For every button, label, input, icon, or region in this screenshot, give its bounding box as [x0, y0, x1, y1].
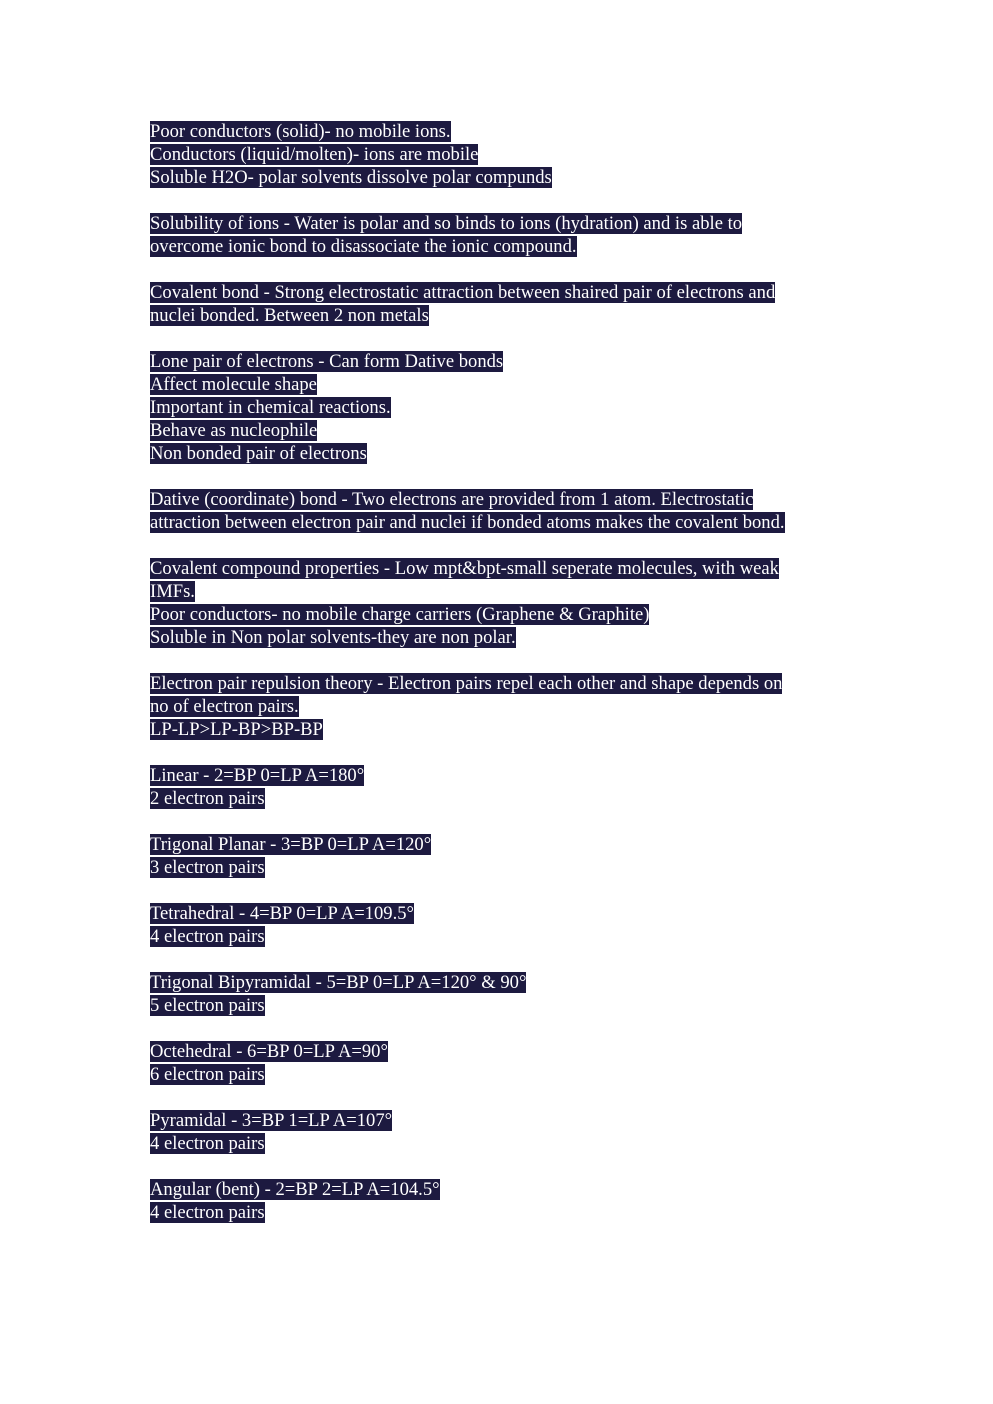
text-line: Pyramidal - 3=BP 1=LP A=107°	[150, 1110, 393, 1131]
text-line: 4 electron pairs	[150, 1133, 265, 1154]
paragraph-tetrahedral	[150, 902, 850, 948]
text-line: IMFs.	[150, 581, 195, 602]
paragraph-lone-pair	[150, 350, 850, 465]
text-line: Covalent bond - Strong electrostatic attraction between shaired pair of electrons and	[150, 282, 776, 303]
text-line: LP-LP>LP-BP>BP-BP	[150, 719, 323, 740]
text-line: attraction between electron pair and nuclei if bonded atoms makes the covalent bond.	[150, 512, 785, 533]
text-line: Lone pair of electrons - Can form Dative bonds	[150, 351, 504, 372]
text-line: Covalent compound properties - Low mpt&bpt-small seperate molecules, with weak	[150, 558, 779, 579]
paragraph-trigonal-bipyramidal	[150, 971, 850, 1017]
paragraph-covalent-properties	[150, 557, 850, 649]
text-line: Electron pair repulsion theory - Electron pairs repel each other and shape depends on	[150, 673, 783, 694]
text-line: Poor conductors- no mobile charge carriers (Graphene & Graphite)	[150, 604, 650, 625]
text-line: 3 electron pairs	[150, 857, 265, 878]
text-line: Behave as nucleophile	[150, 420, 318, 441]
text-line: Soluble in Non polar solvents-they are non polar.	[150, 627, 516, 648]
paragraph-octahedral	[150, 1040, 850, 1086]
text-line: 2 electron pairs	[150, 788, 265, 809]
paragraph-dative-bond	[150, 488, 850, 534]
text-line: Important in chemical reactions.	[150, 397, 391, 418]
text-line: Octehedral - 6=BP 0=LP A=90°	[150, 1041, 388, 1062]
text-line: Trigonal Bipyramidal - 5=BP 0=LP A=120° & 90°	[150, 972, 527, 993]
text-line: Trigonal Planar - 3=BP 0=LP A=120°	[150, 834, 432, 855]
text-line: Poor conductors (solid)- no mobile ions.	[150, 121, 451, 142]
paragraph-trigonal-planar	[150, 833, 850, 879]
text-line: no of electron pairs.	[150, 696, 299, 717]
text-line: 5 electron pairs	[150, 995, 265, 1016]
text-line: Soluble H2O- polar solvents dissolve polar compunds	[150, 167, 552, 188]
text-line: Tetrahedral - 4=BP 0=LP A=109.5°	[150, 903, 414, 924]
paragraph-pyramidal	[150, 1109, 850, 1155]
text-line: 6 electron pairs	[150, 1064, 265, 1085]
text-line: Linear - 2=BP 0=LP A=180°	[150, 765, 365, 786]
text-line: Dative (coordinate) bond - Two electrons are provided from 1 atom. Electrostatic	[150, 489, 754, 510]
text-line: overcome ionic bond to disassociate the ionic compound.	[150, 236, 577, 257]
paragraph-ionic-properties	[150, 120, 850, 189]
text-line: Solubility of ions - Water is polar and so binds to ions (hydration) and is able to	[150, 213, 743, 234]
text-line: nuclei bonded. Between 2 non metals	[150, 305, 429, 326]
paragraph-vsepr-theory	[150, 672, 850, 741]
text-line: 4 electron pairs	[150, 1202, 265, 1223]
document-page	[150, 120, 850, 1247]
text-line: Non bonded pair of electrons	[150, 443, 367, 464]
text-line: Angular (bent) - 2=BP 2=LP A=104.5°	[150, 1179, 440, 1200]
text-line: Affect molecule shape	[150, 374, 317, 395]
paragraph-angular-bent	[150, 1178, 850, 1224]
paragraph-solubility-of-ions	[150, 212, 850, 258]
text-line: Conductors (liquid/molten)- ions are mobile	[150, 144, 479, 165]
paragraph-linear	[150, 764, 850, 810]
paragraph-covalent-bond	[150, 281, 850, 327]
text-line: 4 electron pairs	[150, 926, 265, 947]
